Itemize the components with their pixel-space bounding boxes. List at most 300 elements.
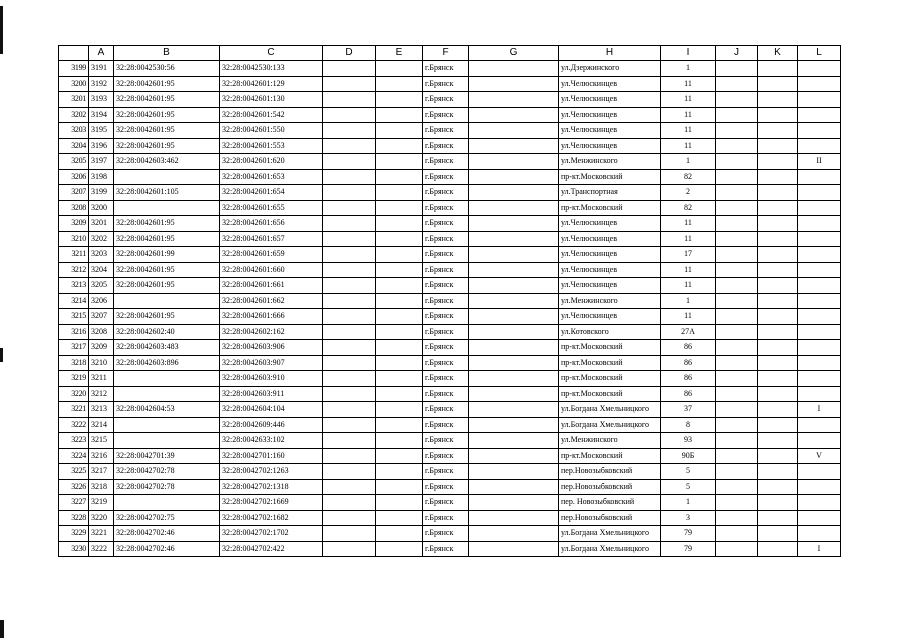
cell-d[interactable] bbox=[323, 154, 376, 170]
row-number[interactable]: 3229 bbox=[59, 526, 89, 542]
cell-g[interactable] bbox=[469, 448, 559, 464]
cell-h[interactable]: ул.Челюскинцев bbox=[559, 92, 661, 108]
cell-h[interactable]: ул.Челюскинцев bbox=[559, 123, 661, 139]
cell-g[interactable] bbox=[469, 417, 559, 433]
cell-i[interactable]: 11 bbox=[661, 92, 716, 108]
cell-c[interactable]: 32:28:0042702:1702 bbox=[220, 526, 323, 542]
cell-h[interactable]: пр-кт.Московский bbox=[559, 386, 661, 402]
cell-a[interactable]: 3206 bbox=[89, 293, 114, 309]
cell-f[interactable]: г.Брянск bbox=[423, 76, 469, 92]
row-number[interactable]: 3206 bbox=[59, 169, 89, 185]
cell-i[interactable]: 11 bbox=[661, 138, 716, 154]
row-number[interactable]: 3200 bbox=[59, 76, 89, 92]
cell-a[interactable]: 3196 bbox=[89, 138, 114, 154]
cell-b[interactable] bbox=[114, 433, 220, 449]
cell-f[interactable]: г.Брянск bbox=[423, 216, 469, 232]
cell-b[interactable]: 32:28:0042702:78 bbox=[114, 464, 220, 480]
cell-k[interactable] bbox=[758, 510, 798, 526]
cell-c[interactable]: 32:28:0042609:446 bbox=[220, 417, 323, 433]
cell-h[interactable]: пр-кт.Московский bbox=[559, 200, 661, 216]
column-header-k[interactable]: K bbox=[758, 46, 798, 61]
cell-e[interactable] bbox=[376, 417, 423, 433]
cell-i[interactable]: 2 bbox=[661, 185, 716, 201]
cell-a[interactable]: 3191 bbox=[89, 61, 114, 77]
cell-h[interactable]: ул.Челюскинцев bbox=[559, 76, 661, 92]
cell-j[interactable] bbox=[716, 324, 758, 340]
cell-l[interactable] bbox=[798, 185, 841, 201]
column-header-f[interactable]: F bbox=[423, 46, 469, 61]
cell-b[interactable]: 32:28:0042601:95 bbox=[114, 262, 220, 278]
cell-j[interactable] bbox=[716, 448, 758, 464]
cell-l[interactable] bbox=[798, 200, 841, 216]
cell-b[interactable]: 32:28:0042601:99 bbox=[114, 247, 220, 263]
cell-l[interactable] bbox=[798, 61, 841, 77]
cell-c[interactable]: 32:28:0042601:653 bbox=[220, 169, 323, 185]
cell-g[interactable] bbox=[469, 340, 559, 356]
cell-j[interactable] bbox=[716, 169, 758, 185]
cell-g[interactable] bbox=[469, 526, 559, 542]
cell-g[interactable] bbox=[469, 541, 559, 557]
cell-c[interactable]: 32:28:0042601:659 bbox=[220, 247, 323, 263]
cell-b[interactable]: 32:28:0042601:95 bbox=[114, 107, 220, 123]
cell-h[interactable]: ул.Челюскинцев bbox=[559, 138, 661, 154]
cell-k[interactable] bbox=[758, 107, 798, 123]
cell-h[interactable]: пр-кт.Московский bbox=[559, 371, 661, 387]
cell-f[interactable]: г.Брянск bbox=[423, 495, 469, 511]
cell-j[interactable] bbox=[716, 247, 758, 263]
row-number[interactable]: 3205 bbox=[59, 154, 89, 170]
cell-i[interactable]: 8 bbox=[661, 417, 716, 433]
cell-j[interactable] bbox=[716, 200, 758, 216]
cell-e[interactable] bbox=[376, 526, 423, 542]
cell-j[interactable] bbox=[716, 138, 758, 154]
cell-d[interactable] bbox=[323, 61, 376, 77]
cell-j[interactable] bbox=[716, 355, 758, 371]
row-number[interactable]: 3230 bbox=[59, 541, 89, 557]
cell-i[interactable]: 1 bbox=[661, 495, 716, 511]
cell-f[interactable]: г.Брянск bbox=[423, 293, 469, 309]
cell-j[interactable] bbox=[716, 154, 758, 170]
cell-i[interactable]: 82 bbox=[661, 169, 716, 185]
cell-d[interactable] bbox=[323, 309, 376, 325]
cell-g[interactable] bbox=[469, 61, 559, 77]
column-header-h[interactable]: H bbox=[559, 46, 661, 61]
cell-a[interactable]: 3221 bbox=[89, 526, 114, 542]
cell-f[interactable]: г.Брянск bbox=[423, 464, 469, 480]
cell-c[interactable]: 32:28:0042601:666 bbox=[220, 309, 323, 325]
cell-h[interactable]: ул.Челюскинцев bbox=[559, 262, 661, 278]
cell-c[interactable]: 32:28:0042601:662 bbox=[220, 293, 323, 309]
cell-j[interactable] bbox=[716, 479, 758, 495]
cell-j[interactable] bbox=[716, 76, 758, 92]
cell-l[interactable] bbox=[798, 526, 841, 542]
cell-h[interactable]: ул.Челюскинцев bbox=[559, 231, 661, 247]
cell-d[interactable] bbox=[323, 402, 376, 418]
cell-i[interactable]: 90Б bbox=[661, 448, 716, 464]
cell-g[interactable] bbox=[469, 200, 559, 216]
cell-i[interactable]: 17 bbox=[661, 247, 716, 263]
cell-b[interactable]: 32:28:0042603:896 bbox=[114, 355, 220, 371]
cell-h[interactable]: пр-кт.Московский bbox=[559, 169, 661, 185]
row-number[interactable]: 3214 bbox=[59, 293, 89, 309]
cell-c[interactable]: 32:28:0042603:906 bbox=[220, 340, 323, 356]
cell-a[interactable]: 3216 bbox=[89, 448, 114, 464]
cell-f[interactable]: г.Брянск bbox=[423, 154, 469, 170]
cell-k[interactable] bbox=[758, 61, 798, 77]
cell-i[interactable]: 79 bbox=[661, 526, 716, 542]
cell-g[interactable] bbox=[469, 371, 559, 387]
cell-e[interactable] bbox=[376, 200, 423, 216]
cell-f[interactable]: г.Брянск bbox=[423, 541, 469, 557]
row-number[interactable]: 3228 bbox=[59, 510, 89, 526]
cell-f[interactable]: г.Брянск bbox=[423, 185, 469, 201]
cell-d[interactable] bbox=[323, 200, 376, 216]
cell-k[interactable] bbox=[758, 340, 798, 356]
cell-i[interactable]: 86 bbox=[661, 386, 716, 402]
cell-j[interactable] bbox=[716, 293, 758, 309]
cell-h[interactable]: пер.Новозыбковский bbox=[559, 479, 661, 495]
cell-f[interactable]: г.Брянск bbox=[423, 309, 469, 325]
cell-a[interactable]: 3210 bbox=[89, 355, 114, 371]
cell-f[interactable]: г.Брянск bbox=[423, 61, 469, 77]
cell-g[interactable] bbox=[469, 92, 559, 108]
cell-a[interactable]: 3203 bbox=[89, 247, 114, 263]
row-number[interactable]: 3201 bbox=[59, 92, 89, 108]
row-number[interactable]: 3219 bbox=[59, 371, 89, 387]
cell-k[interactable] bbox=[758, 231, 798, 247]
cell-g[interactable] bbox=[469, 107, 559, 123]
cell-d[interactable] bbox=[323, 169, 376, 185]
cell-k[interactable] bbox=[758, 247, 798, 263]
cell-b[interactable]: 32:28:0042702:75 bbox=[114, 510, 220, 526]
cell-b[interactable] bbox=[114, 495, 220, 511]
cell-d[interactable] bbox=[323, 526, 376, 542]
cell-f[interactable]: г.Брянск bbox=[423, 371, 469, 387]
cell-d[interactable] bbox=[323, 386, 376, 402]
cell-h[interactable]: ул.Челюскинцев bbox=[559, 278, 661, 294]
cell-e[interactable] bbox=[376, 510, 423, 526]
cell-g[interactable] bbox=[469, 262, 559, 278]
cell-c[interactable]: 32:28:0042701:160 bbox=[220, 448, 323, 464]
cell-k[interactable] bbox=[758, 541, 798, 557]
cell-j[interactable] bbox=[716, 510, 758, 526]
cell-c[interactable]: 32:28:0042702:422 bbox=[220, 541, 323, 557]
cell-j[interactable] bbox=[716, 340, 758, 356]
row-number[interactable]: 3204 bbox=[59, 138, 89, 154]
cell-a[interactable]: 3207 bbox=[89, 309, 114, 325]
cell-d[interactable] bbox=[323, 231, 376, 247]
cell-a[interactable]: 3197 bbox=[89, 154, 114, 170]
cell-g[interactable] bbox=[469, 464, 559, 480]
cell-e[interactable] bbox=[376, 107, 423, 123]
cell-e[interactable] bbox=[376, 479, 423, 495]
cell-l[interactable] bbox=[798, 278, 841, 294]
corner-header[interactable] bbox=[59, 46, 89, 61]
cell-k[interactable] bbox=[758, 402, 798, 418]
cell-e[interactable] bbox=[376, 231, 423, 247]
cell-f[interactable]: г.Брянск bbox=[423, 433, 469, 449]
cell-k[interactable] bbox=[758, 526, 798, 542]
cell-d[interactable] bbox=[323, 247, 376, 263]
cell-d[interactable] bbox=[323, 340, 376, 356]
row-number[interactable]: 3217 bbox=[59, 340, 89, 356]
cell-k[interactable] bbox=[758, 138, 798, 154]
cell-a[interactable]: 3211 bbox=[89, 371, 114, 387]
cell-j[interactable] bbox=[716, 262, 758, 278]
cell-i[interactable]: 86 bbox=[661, 371, 716, 387]
cell-g[interactable] bbox=[469, 293, 559, 309]
cell-b[interactable]: 32:28:0042601:95 bbox=[114, 92, 220, 108]
cell-i[interactable]: 1 bbox=[661, 61, 716, 77]
cell-e[interactable] bbox=[376, 278, 423, 294]
cell-c[interactable]: 32:28:0042702:1263 bbox=[220, 464, 323, 480]
cell-a[interactable]: 3219 bbox=[89, 495, 114, 511]
cell-d[interactable] bbox=[323, 107, 376, 123]
row-number[interactable]: 3224 bbox=[59, 448, 89, 464]
cell-g[interactable] bbox=[469, 247, 559, 263]
cell-e[interactable] bbox=[376, 92, 423, 108]
cell-i[interactable]: 1 bbox=[661, 154, 716, 170]
row-number[interactable]: 3210 bbox=[59, 231, 89, 247]
cell-l[interactable] bbox=[798, 309, 841, 325]
cell-a[interactable]: 3205 bbox=[89, 278, 114, 294]
cell-i[interactable]: 5 bbox=[661, 479, 716, 495]
cell-b[interactable]: 32:28:0042701:39 bbox=[114, 448, 220, 464]
cell-d[interactable] bbox=[323, 495, 376, 511]
cell-g[interactable] bbox=[469, 510, 559, 526]
cell-a[interactable]: 3218 bbox=[89, 479, 114, 495]
cell-h[interactable]: ул.Дзержинского bbox=[559, 61, 661, 77]
cell-c[interactable]: 32:28:0042702:1682 bbox=[220, 510, 323, 526]
cell-h[interactable]: ул.Менжинского bbox=[559, 154, 661, 170]
cell-a[interactable]: 3201 bbox=[89, 216, 114, 232]
cell-i[interactable]: 5 bbox=[661, 464, 716, 480]
cell-l[interactable] bbox=[798, 262, 841, 278]
cell-d[interactable] bbox=[323, 76, 376, 92]
cell-d[interactable] bbox=[323, 293, 376, 309]
cell-k[interactable] bbox=[758, 293, 798, 309]
cell-b[interactable] bbox=[114, 386, 220, 402]
cell-g[interactable] bbox=[469, 216, 559, 232]
column-header-e[interactable]: E bbox=[376, 46, 423, 61]
cell-g[interactable] bbox=[469, 309, 559, 325]
cell-j[interactable] bbox=[716, 278, 758, 294]
cell-j[interactable] bbox=[716, 231, 758, 247]
cell-f[interactable]: г.Брянск bbox=[423, 526, 469, 542]
cell-i[interactable]: 11 bbox=[661, 231, 716, 247]
row-number[interactable]: 3209 bbox=[59, 216, 89, 232]
cell-l[interactable]: I bbox=[798, 402, 841, 418]
row-number[interactable]: 3223 bbox=[59, 433, 89, 449]
cell-a[interactable]: 3193 bbox=[89, 92, 114, 108]
cell-i[interactable]: 27А bbox=[661, 324, 716, 340]
cell-a[interactable]: 3212 bbox=[89, 386, 114, 402]
cell-e[interactable] bbox=[376, 541, 423, 557]
cell-h[interactable]: ул.Челюскинцев bbox=[559, 216, 661, 232]
column-header-c[interactable]: C bbox=[220, 46, 323, 61]
cell-b[interactable] bbox=[114, 293, 220, 309]
cell-c[interactable]: 32:28:0042601:657 bbox=[220, 231, 323, 247]
cell-k[interactable] bbox=[758, 371, 798, 387]
cell-l[interactable] bbox=[798, 464, 841, 480]
cell-a[interactable]: 3213 bbox=[89, 402, 114, 418]
cell-e[interactable] bbox=[376, 76, 423, 92]
cell-f[interactable]: г.Брянск bbox=[423, 107, 469, 123]
cell-e[interactable] bbox=[376, 154, 423, 170]
cell-e[interactable] bbox=[376, 169, 423, 185]
cell-f[interactable]: г.Брянск bbox=[423, 448, 469, 464]
cell-c[interactable]: 32:28:0042603:911 bbox=[220, 386, 323, 402]
cell-i[interactable]: 11 bbox=[661, 216, 716, 232]
cell-l[interactable] bbox=[798, 433, 841, 449]
row-number[interactable]: 3220 bbox=[59, 386, 89, 402]
cell-f[interactable]: г.Брянск bbox=[423, 169, 469, 185]
cell-b[interactable]: 32:28:0042601:95 bbox=[114, 76, 220, 92]
cell-a[interactable]: 3214 bbox=[89, 417, 114, 433]
cell-d[interactable] bbox=[323, 355, 376, 371]
cell-j[interactable] bbox=[716, 402, 758, 418]
cell-l[interactable] bbox=[798, 247, 841, 263]
cell-c[interactable]: 32:28:0042601:620 bbox=[220, 154, 323, 170]
cell-a[interactable]: 3217 bbox=[89, 464, 114, 480]
row-number[interactable]: 3215 bbox=[59, 309, 89, 325]
cell-k[interactable] bbox=[758, 185, 798, 201]
cell-k[interactable] bbox=[758, 154, 798, 170]
cell-j[interactable] bbox=[716, 433, 758, 449]
row-number[interactable]: 3225 bbox=[59, 464, 89, 480]
cell-e[interactable] bbox=[376, 448, 423, 464]
column-header-a[interactable]: A bbox=[89, 46, 114, 61]
row-number[interactable]: 3221 bbox=[59, 402, 89, 418]
cell-h[interactable]: ул.Менжинского bbox=[559, 293, 661, 309]
cell-e[interactable] bbox=[376, 216, 423, 232]
cell-d[interactable] bbox=[323, 417, 376, 433]
cell-j[interactable] bbox=[716, 92, 758, 108]
cell-f[interactable]: г.Брянск bbox=[423, 92, 469, 108]
cell-b[interactable]: 32:28:0042603:462 bbox=[114, 154, 220, 170]
cell-k[interactable] bbox=[758, 324, 798, 340]
cell-c[interactable]: 32:28:0042601:656 bbox=[220, 216, 323, 232]
cell-f[interactable]: г.Брянск bbox=[423, 386, 469, 402]
cell-j[interactable] bbox=[716, 464, 758, 480]
cell-h[interactable]: ул.Котовского bbox=[559, 324, 661, 340]
cell-a[interactable]: 3220 bbox=[89, 510, 114, 526]
row-number[interactable]: 3202 bbox=[59, 107, 89, 123]
cell-d[interactable] bbox=[323, 464, 376, 480]
cell-g[interactable] bbox=[469, 355, 559, 371]
cell-b[interactable]: 32:28:0042601:95 bbox=[114, 216, 220, 232]
row-number[interactable]: 3227 bbox=[59, 495, 89, 511]
cell-f[interactable]: г.Брянск bbox=[423, 262, 469, 278]
cell-c[interactable]: 32:28:0042601:660 bbox=[220, 262, 323, 278]
cell-l[interactable] bbox=[798, 123, 841, 139]
cell-l[interactable] bbox=[798, 76, 841, 92]
cell-h[interactable]: пр-кт.Московский bbox=[559, 448, 661, 464]
row-number[interactable]: 3211 bbox=[59, 247, 89, 263]
row-number[interactable]: 3203 bbox=[59, 123, 89, 139]
cell-c[interactable]: 32:28:0042601:550 bbox=[220, 123, 323, 139]
cell-j[interactable] bbox=[716, 417, 758, 433]
cell-j[interactable] bbox=[716, 107, 758, 123]
cell-g[interactable] bbox=[469, 402, 559, 418]
row-number[interactable]: 3226 bbox=[59, 479, 89, 495]
cell-l[interactable] bbox=[798, 417, 841, 433]
cell-l[interactable] bbox=[798, 355, 841, 371]
cell-e[interactable] bbox=[376, 433, 423, 449]
cell-h[interactable]: пер. Новозыбковский bbox=[559, 495, 661, 511]
cell-l[interactable] bbox=[798, 371, 841, 387]
cell-d[interactable] bbox=[323, 138, 376, 154]
cell-b[interactable]: 32:28:0042601:95 bbox=[114, 138, 220, 154]
cell-c[interactable]: 32:28:0042702:1669 bbox=[220, 495, 323, 511]
cell-e[interactable] bbox=[376, 355, 423, 371]
cell-d[interactable] bbox=[323, 479, 376, 495]
cell-g[interactable] bbox=[469, 138, 559, 154]
cell-b[interactable]: 32:28:0042601:95 bbox=[114, 278, 220, 294]
cell-e[interactable] bbox=[376, 324, 423, 340]
cell-i[interactable]: 11 bbox=[661, 76, 716, 92]
cell-d[interactable] bbox=[323, 541, 376, 557]
cell-d[interactable] bbox=[323, 123, 376, 139]
cell-i[interactable]: 93 bbox=[661, 433, 716, 449]
cell-j[interactable] bbox=[716, 526, 758, 542]
cell-l[interactable]: I bbox=[798, 541, 841, 557]
cell-l[interactable] bbox=[798, 92, 841, 108]
cell-i[interactable]: 86 bbox=[661, 355, 716, 371]
cell-h[interactable]: ул.Богдана Хмельницкого bbox=[559, 417, 661, 433]
cell-a[interactable]: 3198 bbox=[89, 169, 114, 185]
cell-j[interactable] bbox=[716, 61, 758, 77]
cell-e[interactable] bbox=[376, 495, 423, 511]
cell-k[interactable] bbox=[758, 464, 798, 480]
cell-a[interactable]: 3209 bbox=[89, 340, 114, 356]
cell-j[interactable] bbox=[716, 309, 758, 325]
cell-c[interactable]: 32:28:0042601:655 bbox=[220, 200, 323, 216]
cell-l[interactable] bbox=[798, 231, 841, 247]
cell-b[interactable]: 32:28:0042603:483 bbox=[114, 340, 220, 356]
cell-j[interactable] bbox=[716, 371, 758, 387]
column-header-j[interactable]: J bbox=[716, 46, 758, 61]
cell-k[interactable] bbox=[758, 386, 798, 402]
cell-e[interactable] bbox=[376, 247, 423, 263]
cell-e[interactable] bbox=[376, 402, 423, 418]
cell-d[interactable] bbox=[323, 448, 376, 464]
cell-e[interactable] bbox=[376, 123, 423, 139]
cell-k[interactable] bbox=[758, 495, 798, 511]
cell-a[interactable]: 3200 bbox=[89, 200, 114, 216]
cell-i[interactable]: 11 bbox=[661, 107, 716, 123]
cell-c[interactable]: 32:28:0042602:162 bbox=[220, 324, 323, 340]
cell-k[interactable] bbox=[758, 278, 798, 294]
cell-k[interactable] bbox=[758, 309, 798, 325]
cell-e[interactable] bbox=[376, 61, 423, 77]
cell-i[interactable]: 86 bbox=[661, 340, 716, 356]
cell-d[interactable] bbox=[323, 92, 376, 108]
cell-h[interactable]: пр-кт.Московский bbox=[559, 355, 661, 371]
cell-h[interactable]: ул.Богдана Хмельницкого bbox=[559, 541, 661, 557]
cell-k[interactable] bbox=[758, 355, 798, 371]
cell-c[interactable]: 32:28:0042530:133 bbox=[220, 61, 323, 77]
cell-d[interactable] bbox=[323, 216, 376, 232]
cell-c[interactable]: 32:28:0042633:102 bbox=[220, 433, 323, 449]
cell-i[interactable]: 79 bbox=[661, 541, 716, 557]
row-number[interactable]: 3212 bbox=[59, 262, 89, 278]
cell-l[interactable] bbox=[798, 386, 841, 402]
cell-e[interactable] bbox=[376, 386, 423, 402]
cell-f[interactable]: г.Брянск bbox=[423, 231, 469, 247]
cell-k[interactable] bbox=[758, 448, 798, 464]
cell-l[interactable] bbox=[798, 138, 841, 154]
